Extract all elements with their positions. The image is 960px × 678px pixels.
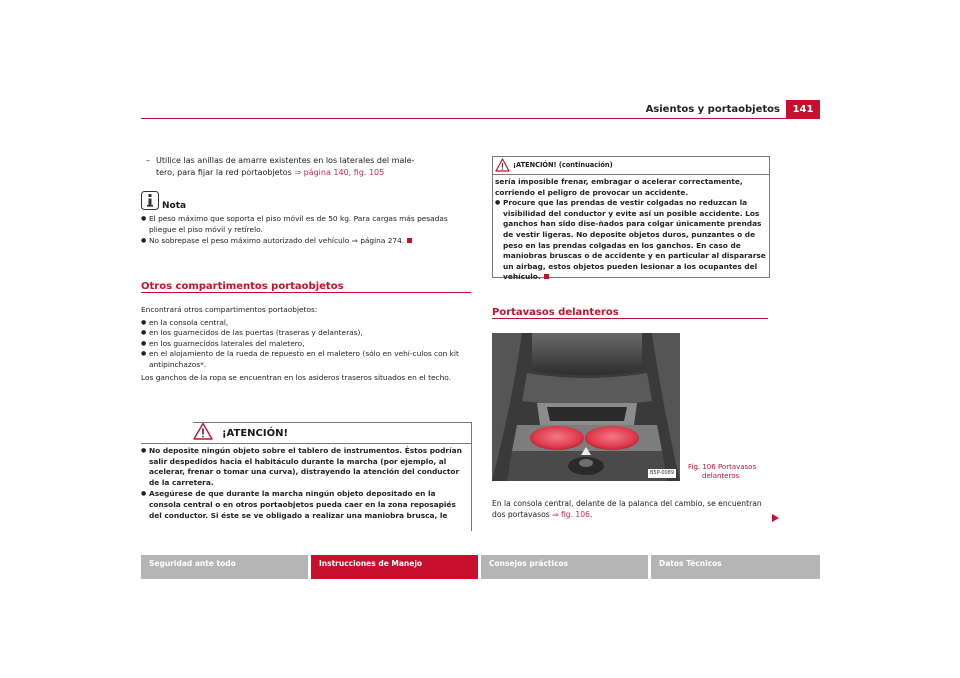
step-line-2: tero, para fijar la red portaobjetos bbox=[156, 168, 295, 177]
warning-continued-box bbox=[492, 156, 770, 282]
compartment-item: ● en los guarnecidos laterales del maletero, bbox=[141, 339, 471, 350]
figure-code: B5P-0089 bbox=[650, 470, 675, 476]
header-rule bbox=[141, 118, 820, 119]
end-mark bbox=[544, 274, 549, 279]
section-rule bbox=[141, 292, 471, 293]
note-icon bbox=[141, 191, 159, 210]
warning-continued-text: sería imposible frenar, embragar o acelerar correctamente, corriendo el peligro de provocar un accidente. bbox=[495, 177, 743, 197]
section-rule bbox=[492, 318, 768, 319]
instruction-step bbox=[146, 155, 476, 179]
cupholders-figure bbox=[492, 333, 680, 481]
warning-item: ● Asegúrese de que durante la marcha ningún objeto depositado en la consola central o en otros portaobjetos pueda caer en la zona reposapiés del conductor. Si éste se ve obligado a realizar una maniobra brusca, le bbox=[141, 489, 467, 521]
footer-tab-tips[interactable]: Consejos prácticos bbox=[481, 555, 648, 579]
warning-triangle-icon bbox=[193, 422, 213, 442]
figure-caption-line-2: delanteros bbox=[702, 472, 740, 480]
compartments-intro: Encontrará otros compartimentos portaobjetos: bbox=[141, 305, 318, 314]
warning-continued-body bbox=[493, 175, 769, 283]
page-number: 141 bbox=[786, 100, 820, 119]
compartments-text bbox=[141, 305, 471, 383]
compartment-item: ● en los guarnecidos de las puertas (traseras y delanteras), bbox=[141, 328, 471, 339]
warning-triangle-icon bbox=[495, 158, 510, 172]
warning-continued-head bbox=[493, 157, 769, 175]
warning-list bbox=[141, 446, 467, 521]
footer-tab-operation[interactable]: Instrucciones de Manejo bbox=[311, 555, 478, 579]
end-mark bbox=[407, 238, 412, 243]
step-dash: – bbox=[146, 156, 150, 165]
note-title: Nota bbox=[162, 201, 187, 211]
footer-tab-safety[interactable]: Seguridad ante todo bbox=[141, 555, 308, 579]
step-line-1: Utilice las anillas de amarre existentes en los laterales del male- bbox=[156, 156, 415, 165]
section-title-compartments: Otros compartimentos portaobjetos bbox=[141, 281, 344, 292]
running-header-title: Asientos y portaobjetos bbox=[645, 104, 780, 115]
figure-link[interactable]: ⇒ fig. 106 bbox=[552, 510, 590, 519]
footer-tab-technical-data[interactable]: Datos Técnicos bbox=[651, 555, 820, 579]
figure-caption bbox=[688, 463, 756, 481]
warning-continued-item: ● Procure que las prendas de vestir colgadas no reduzcan la visibilidad del conductor y evite así un posible accidente. Los ganchos han sido dise-ñados para colgar únicamente prendas de vestir ligeras. No deposite objetos duros, punzantes o de peso en las prendas colgadas en los ganchos. En caso de maniobras bruscas o de accidente y en particular al dispararse un airbag, estos objetos pueden lesionar a los ocupantes del vehículo. bbox=[495, 198, 766, 283]
continue-arrow-icon bbox=[770, 508, 780, 518]
note-item-2: ● No sobrepase el peso máximo autorizado del vehículo ⇒ página 274. bbox=[141, 236, 471, 247]
warning-item: ● No deposite ningún objeto sobre el tablero de instrumentos. Éstos podrían salir despedidos hacia el habitáculo durante la marcha (por ejemplo, al acelerar, frenar o tomar una curva), distrayendo la atención del conductor de la carretera. bbox=[141, 446, 467, 488]
section-title-cupholders: Portavasos delanteros bbox=[492, 307, 619, 318]
warning-head-rule bbox=[141, 443, 471, 444]
compartment-item: ● en el alojamiento de la rueda de repuesto en el maletero (sólo en vehí-culos con kit antipinchazos*. bbox=[141, 349, 471, 370]
cupholders-illustration bbox=[492, 333, 680, 481]
figure-link[interactable]: ⇒ página 140, fig. 105 bbox=[294, 168, 385, 177]
compartment-item: ● en la consola central, bbox=[141, 318, 471, 329]
figure-caption-line-1: Fig. 106 Portavasos bbox=[688, 463, 757, 471]
warning-title: ¡ATENCIÓN! bbox=[222, 428, 289, 439]
note-item: ● El peso máximo que soporta el piso móvil es de 50 kg. Para cargas más pesadas pliegue el piso móvil y retírelo. bbox=[141, 214, 471, 235]
warning-continued-title: ¡ATENCIÓN! (continuación) bbox=[513, 161, 613, 169]
cupholders-paragraph: En la consola central, delante de la palanca del cambio, se encuentran dos portavasos ⇒ fig. 106. bbox=[492, 499, 762, 519]
note-list bbox=[141, 214, 471, 247]
hooks-paragraph: Los ganchos de la ropa se encuentran en los asideros traseros situados en el techo. bbox=[141, 372, 451, 382]
